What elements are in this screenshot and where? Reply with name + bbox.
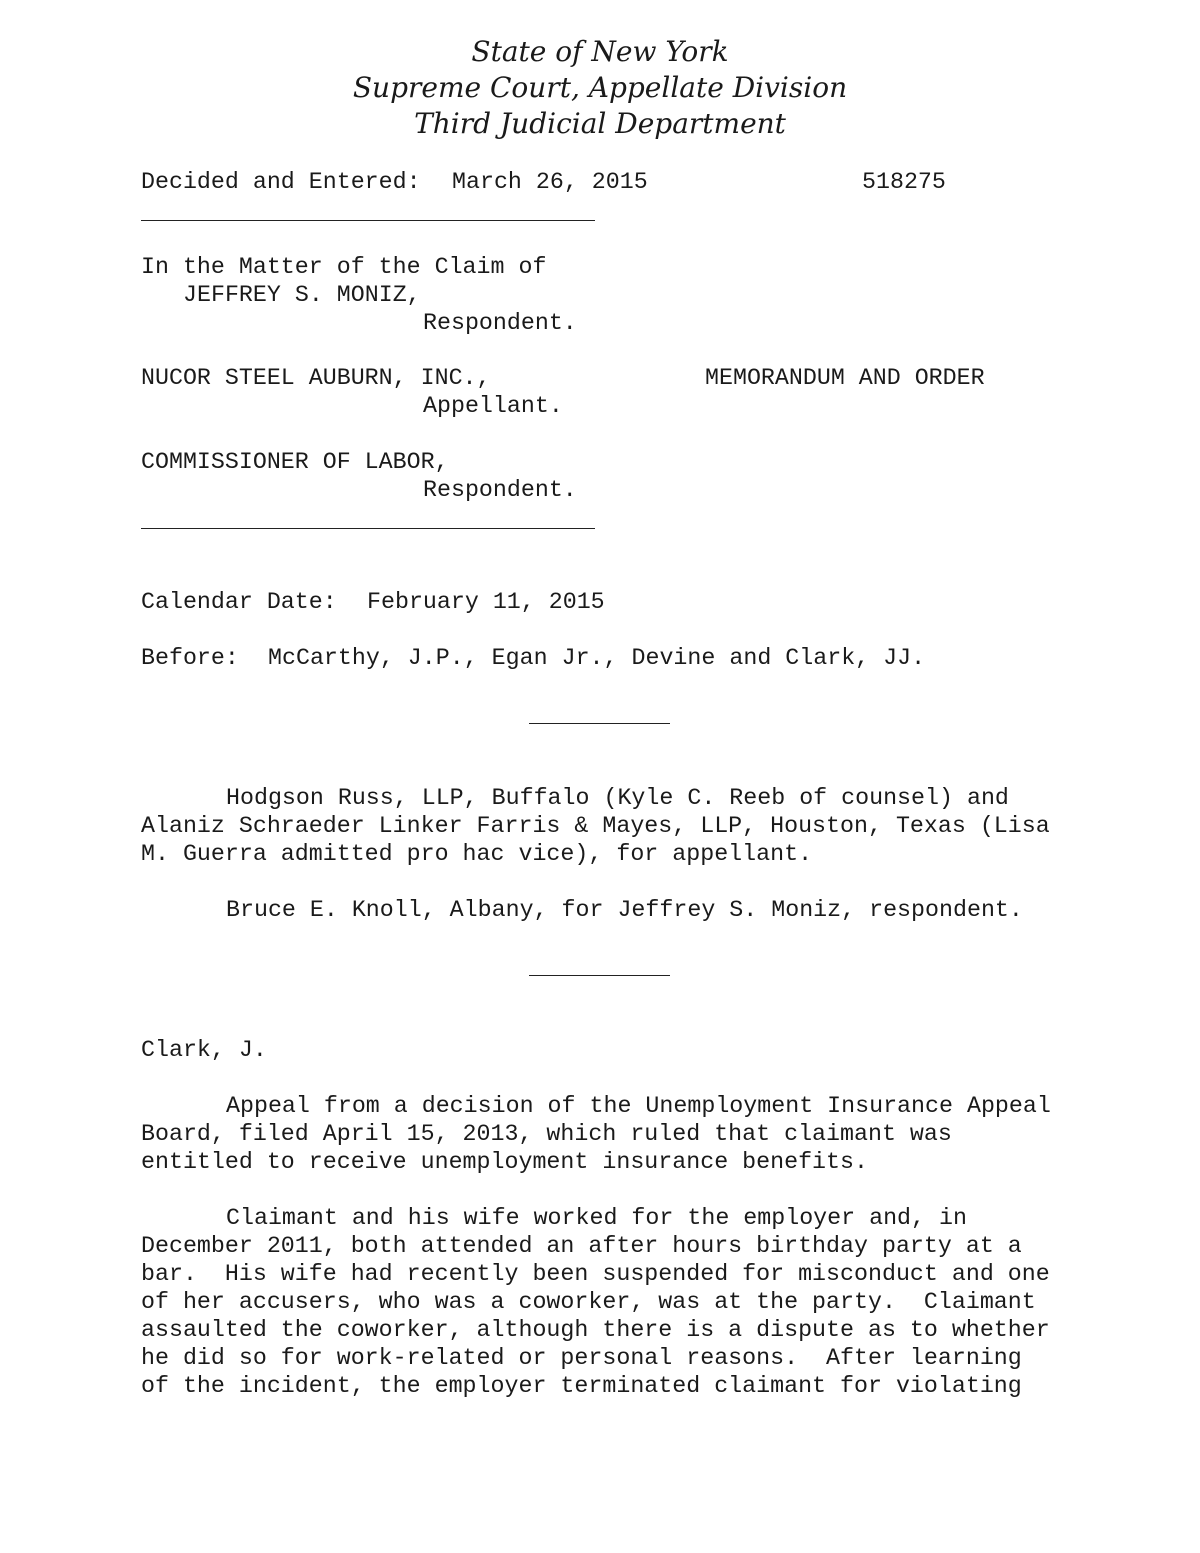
- before-judges: McCarthy, J.P., Egan Jr., Devine and Clark, JJ.: [268, 645, 926, 671]
- before-label: Before:: [141, 645, 239, 671]
- paragraph-line: entitled to receive unemployment insurance benefits.: [141, 1149, 868, 1175]
- appellant-name: NUCOR STEEL AUBURN, INC.,: [141, 365, 491, 391]
- appellant-role: Appellant.: [423, 393, 563, 419]
- calendar-date: February 11, 2015: [367, 589, 605, 615]
- counsel-respondent-line: Bruce E. Knoll, Albany, for Jeffrey S. Moniz, respondent.: [226, 897, 1023, 923]
- opinion-author: Clark, J.: [141, 1037, 267, 1063]
- court-department: Third Judicial Department: [414, 107, 786, 140]
- decided-label: Decided and Entered:: [141, 169, 421, 195]
- caption-rule-bottom: [141, 528, 595, 529]
- section-divider-1: [529, 723, 670, 724]
- paragraph-line: of her accusers, who was a coworker, was at the party. Claimant: [141, 1289, 1036, 1315]
- counsel-appellant-line: M. Guerra admitted pro hac vice), for appellant.: [141, 841, 813, 867]
- claimant-role: Respondent.: [423, 310, 577, 336]
- paragraph-line: assaulted the coworker, although there is a dispute as to whether: [141, 1317, 1050, 1343]
- paragraph-line: Claimant and his wife worked for the employer and, in: [226, 1205, 967, 1231]
- counsel-appellant-line: Hodgson Russ, LLP, Buffalo (Kyle C. Reeb of counsel) and: [226, 785, 1009, 811]
- counsel-appellant-line: Alaniz Schraeder Linker Farris & Mayes, LLP, Houston, Texas (Lisa: [141, 813, 1050, 839]
- paragraph-line: of the incident, the employer terminated claimant for violating: [141, 1373, 1022, 1399]
- paragraph-line: he did so for work-related or personal reasons. After learning: [141, 1345, 1022, 1371]
- paragraph-line: Board, filed April 15, 2013, which ruled that claimant was: [141, 1121, 952, 1147]
- docket-number: 518275: [862, 169, 946, 195]
- paragraph-line: bar. His wife had recently been suspended for misconduct and one: [141, 1261, 1050, 1287]
- decided-date: March 26, 2015: [452, 169, 648, 195]
- court-state: State of New York: [471, 35, 729, 68]
- calendar-label: Calendar Date:: [141, 589, 337, 615]
- section-divider-2: [529, 975, 670, 976]
- paragraph-line: December 2011, both attended an after hours birthday party at a: [141, 1233, 1022, 1259]
- court-name: Supreme Court, Appellate Division: [352, 71, 848, 104]
- commissioner-role: Respondent.: [423, 477, 577, 503]
- caption-intro: In the Matter of the Claim of: [141, 254, 547, 280]
- commissioner-name: COMMISSIONER OF LABOR,: [141, 449, 449, 475]
- document-type: MEMORANDUM AND ORDER: [705, 365, 985, 391]
- paragraph-line: Appeal from a decision of the Unemployment Insurance Appeal: [226, 1093, 1051, 1119]
- caption-rule-top: [141, 220, 595, 221]
- claimant-name: JEFFREY S. MONIZ,: [183, 282, 421, 308]
